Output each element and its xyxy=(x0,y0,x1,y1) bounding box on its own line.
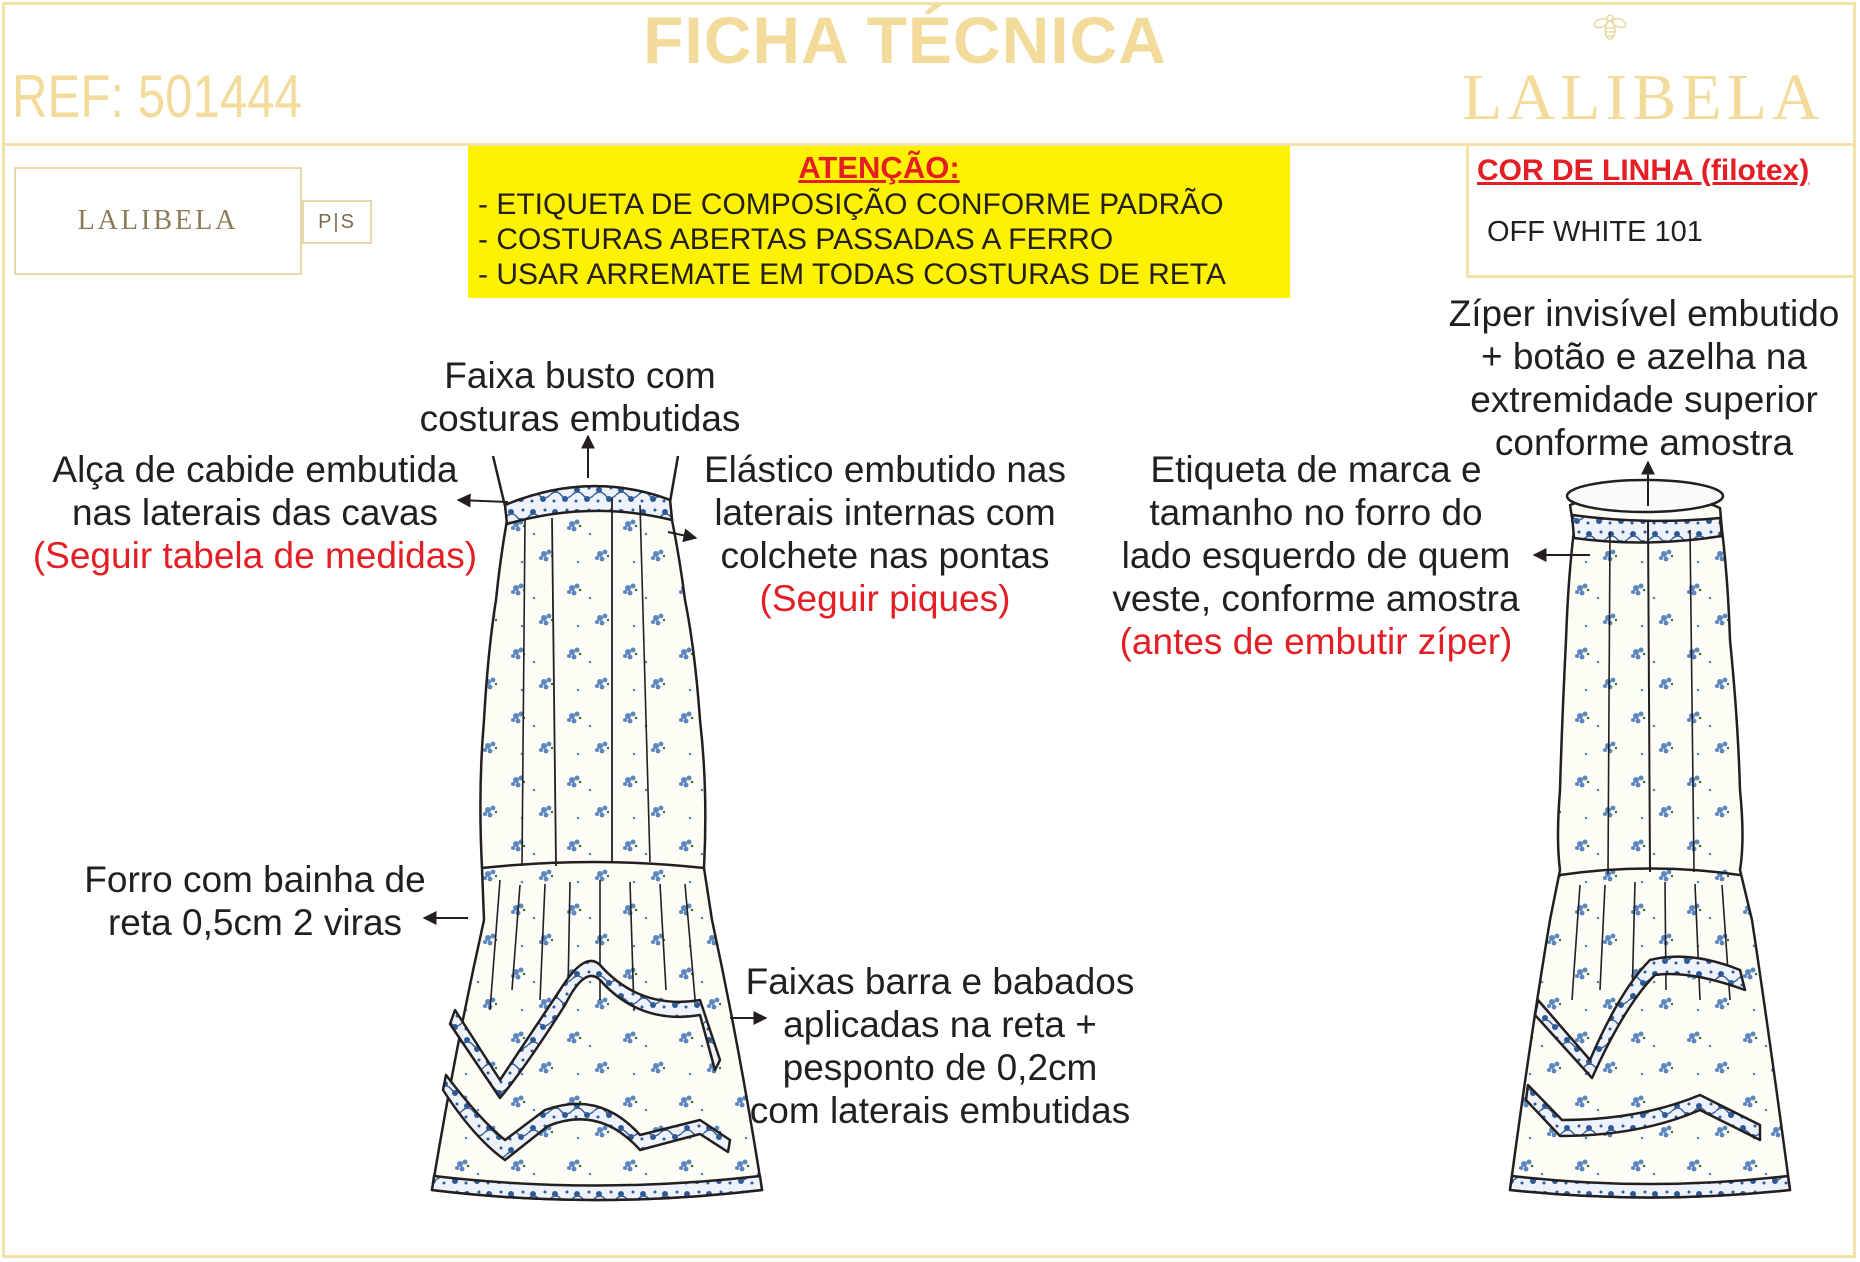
note-bust-band: Faixa busto com costuras embutidas xyxy=(419,355,741,439)
dress-back-view xyxy=(1510,480,1790,1198)
thread-color-title: COR DE LINHA (filotex) xyxy=(1477,154,1810,187)
note-hem-bands: Faixas barra e babados aplicadas na reta + pesponto de 0,2cm com laterais embutidas xyxy=(745,961,1135,1131)
attention-title: ATENÇÃO: xyxy=(798,150,960,185)
attention-line: - COSTURAS ABERTAS PASSADAS A FERRO xyxy=(478,223,1114,256)
attention-line: - USAR ARREMATE EM TODAS COSTURAS DE RETA xyxy=(478,258,1226,291)
page-title: FICHA TÉCNICA xyxy=(643,3,1167,77)
note-brand-label: Etiqueta de marca e tamanho no forro do lado esquerdo de quem veste, conforme amostra (antes de embutir zíper) xyxy=(1112,449,1520,662)
thread-color-value: OFF WHITE 101 xyxy=(1487,216,1703,248)
strap-right xyxy=(670,456,678,502)
reference-code: REF: 501444 xyxy=(12,63,302,130)
size-label-sample: P|S xyxy=(302,200,372,244)
strap-left xyxy=(493,456,505,506)
note-elastic: Elástico embutido nas laterais internas com colchete nas pontas (Seguir piques) xyxy=(704,449,1066,619)
attention-line: - ETIQUETA DE COMPOSIÇÃO CONFORME PADRÃO xyxy=(478,188,1224,221)
note-zipper: Zíper invisível embutido + botão e azelha na extremidade superior conforme amostra xyxy=(1448,293,1840,463)
note-lining: Forro com bainha de reta 0,5cm 2 viras xyxy=(84,859,426,943)
label-brand-text: LALIBELA xyxy=(77,205,239,236)
note-hanger-loop: Alça de cabide embutida nas laterais das cavas (Seguir tabela de medidas) xyxy=(32,449,478,576)
brand-logo: LALIBELA xyxy=(1462,61,1825,134)
